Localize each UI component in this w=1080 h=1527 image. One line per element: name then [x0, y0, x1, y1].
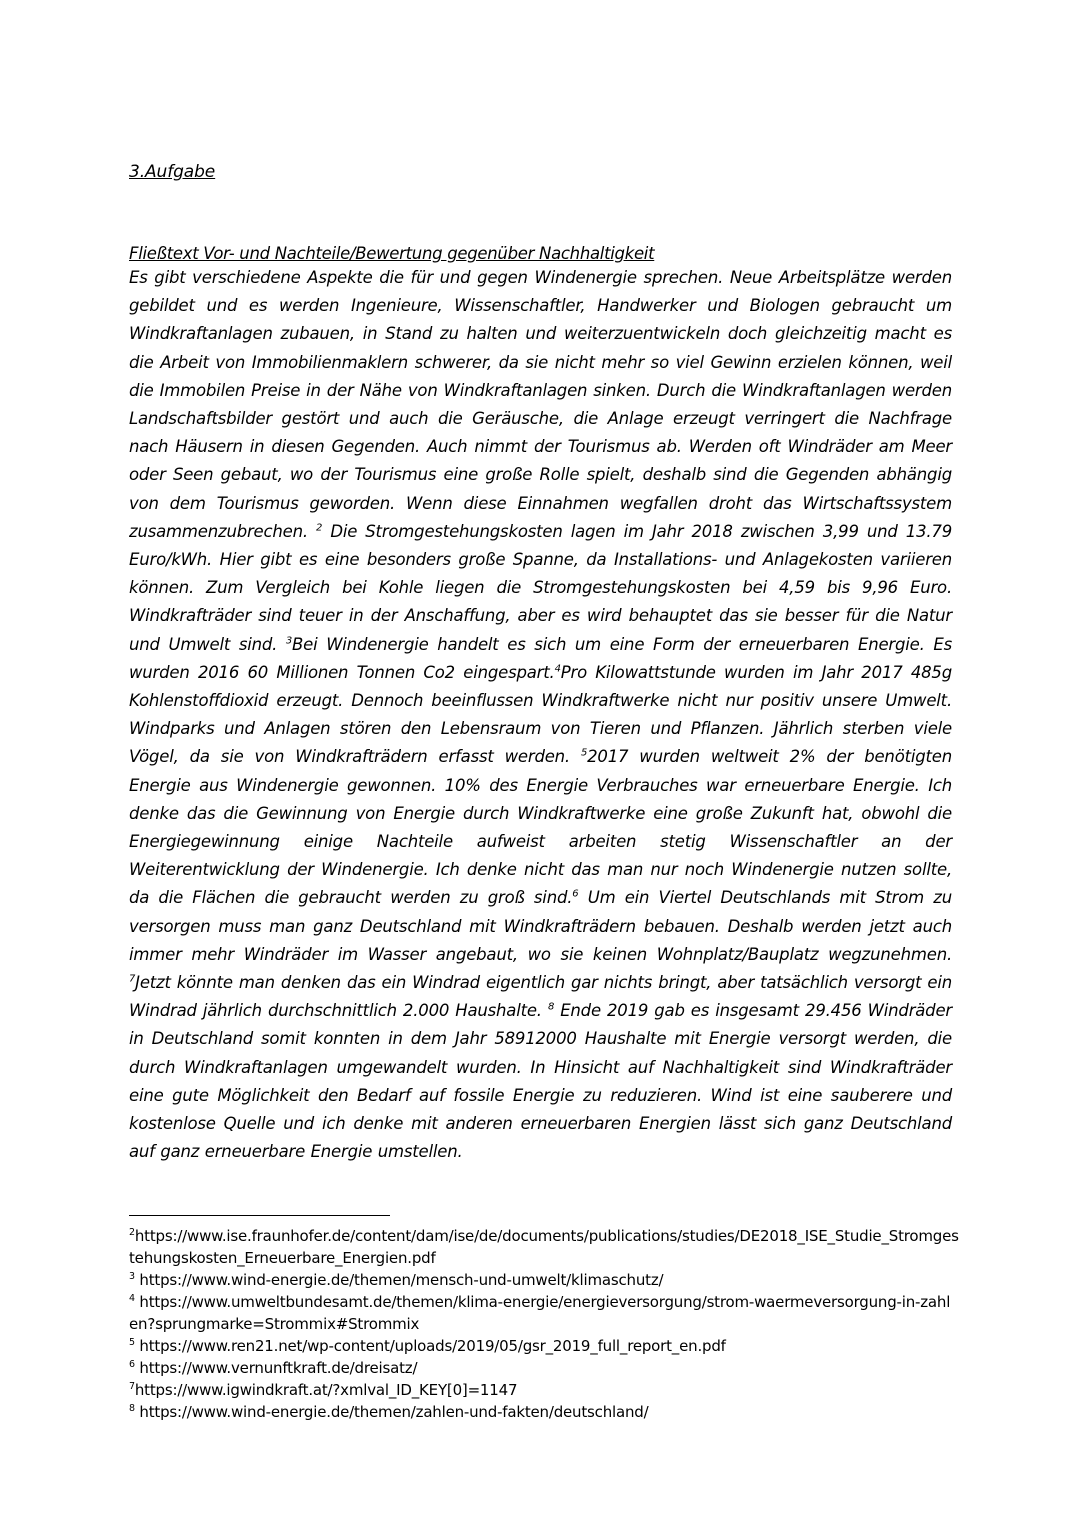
footnote-item	[129, 1357, 959, 1379]
footnote-link[interactable]: https://www.igwindkraft.at/?xmlval_ID_KEY[0]=1147	[134, 1381, 518, 1399]
footnote-item	[129, 1379, 959, 1401]
footnote-number: 8	[129, 1403, 135, 1414]
footnote-item	[129, 1291, 959, 1335]
footnote-ref: 5	[580, 747, 588, 759]
footnote-ref: 3	[285, 635, 293, 647]
footnote-link[interactable]: https://www.ren21.net/wp-content/uploads/2019/05/gsr_2019_full_report_en.pdf	[134, 1337, 726, 1355]
footnote-item	[129, 1225, 959, 1269]
footnote-ref: 7	[129, 973, 136, 985]
body-text-part: Es gibt verschiedene Aspekte die für und gegen Windenergie sprechen. Neue Arbeitsplätze werden gebildet und es werden Ingenieure, Wissenschaftler, Handwerker und Biologen gebraucht um Windkraftanlagen zubauen, in Stand zu halten und weiterzuentwickeln doch gleichzeitig macht es die Arbeit von Immobilienmaklern schwerer, da sie nicht mehr so viel Gewinn erzielen können, weil die Immobilen Preise in der Nähe von Windkraftanlagen sinken. Durch die Windkraftanlagen werden Landschaftsbilder gestört und auch die Geräusche, die Anlage erzeugt verringert die Nachfrage nach Häusern in diesen Gegenden. Auch nimmt der Tourismus ab. Werden oft Windräder am Meer oder Seen gebaut, wo der Tourismus eine große Rolle spielt, deshalb sind die Gegenden abhängig von dem Tourismus geworden. Wenn diese Einnahmen wegfallen droht das Wirtschaftssystem zusammenzubrechen.	[129, 268, 952, 541]
footnote-link[interactable]: https://www.wind-energie.de/themen/zahlen-und-fakten/deutschland/	[134, 1403, 649, 1421]
body-text-part: 2017 wurden weltweit 2% der benötigten Energie aus Windenergie gewonnen. 10% des Energie Verbrauches war erneuerbare Energie. Ich denke das die Gewinnung von Energie durch Windkraftwerke eine große Zukunft hat, obwohl die Energiegewinnung einige Nachteile aufweist arbeiten stetig Wissenschaftler an der Weiterentwicklung der Windenergie. Ich denke nicht das man nur noch Windenergie nutzen sollte, da die Flächen die gebraucht werden zu groß sind.	[129, 747, 952, 908]
footnote-number: 5	[129, 1337, 135, 1348]
body-paragraph	[129, 264, 952, 1167]
footnote-ref: 4	[554, 663, 561, 675]
body-text-part: Ende 2019 gab es insgesamt 29.456 Windräder in Deutschland somit konnten in dem Jahr 58912000 Haushalte mit Energie versorgt werden, die durch Windkraftanlagen umgewandelt wurden. In Hinsicht auf Nachhaltigkeit sind Windkrafträder eine gute Möglichkeit den Bedarf auf fossile Energie zu reduzieren. Wind ist eine sauberere und kostenlose Quelle und ich denke mit anderen erneuerbaren Energien lässt sich ganz Deutschland auf ganz erneuerbare Energie umstellen.	[129, 1001, 952, 1162]
footnote-number: 4	[129, 1293, 135, 1304]
footnote-number: 3	[129, 1271, 135, 1282]
footnote-divider	[129, 1215, 390, 1216]
footnote-ref: 6	[572, 888, 579, 900]
footnote-link[interactable]: https://www.umweltbundesamt.de/themen/klima-energie/energieversorgung/strom-waermeversorgung-in-zahlen?sprungmarke=Strommix#Strommix	[129, 1293, 951, 1333]
footnote-number: 6	[129, 1359, 135, 1370]
footnote-number: 7	[129, 1381, 135, 1392]
footnote-link[interactable]: https://www.vernunftkraft.de/dreisatz/	[134, 1359, 418, 1377]
body-text-part: Pro Kilowattstunde wurden im Jahr 2017 485g Kohlenstoffdioxid erzeugt. Dennoch beeinflussen Windkraftwerke nicht nur positiv unsere Umwelt. Windparks und Anlagen stören den Lebensraum von Tieren und Pflanzen. Jährlich sterben viele Vögel, da sie von Windkrafträdern erfasst werden.	[129, 662, 952, 767]
footnote-item	[129, 1401, 959, 1423]
footnote-item	[129, 1269, 959, 1291]
body-text-part: Bei Windenergie handelt es sich um eine Form der erneuerbaren Energie. Es wurden 2016 60 Millionen Tonnen Co2 eingespart.	[129, 634, 952, 682]
footnote-item	[129, 1335, 959, 1357]
body-text-part: Jetzt könnte man denken das ein Windrad eigentlich gar nichts bringt, aber tatsächlich versorgt ein Windrad jährlich durchschnittlich 2.000 Haushalte.	[129, 973, 952, 1021]
footnote-ref: 8	[547, 1001, 555, 1013]
body-text-part: Um ein Viertel Deutschlands mit Strom zu versorgen muss man ganz Deutschland mit Windkrafträdern bebauen. Deshalb werden jetzt auch immer mehr Windräder im Wasser angebaut, wo sie keinen Wohnplatz/Bauplatz wegzunehmen.	[129, 888, 952, 964]
footnote-ref: 2	[316, 522, 323, 534]
footnotes	[129, 1225, 959, 1423]
task-heading: 3.Aufgabe	[129, 162, 216, 182]
section-title: Fließtext Vor- und Nachteile/Bewertung gegenüber Nachhaltigkeit	[129, 244, 655, 263]
footnote-link[interactable]: https://www.ise.fraunhofer.de/content/dam/ise/de/documents/publications/studies/DE2018_ISE_Studie_Stromgestehungskosten_Erneuerbare_Energien.pdf	[129, 1227, 959, 1267]
footnote-number: 2	[129, 1227, 135, 1238]
body-text-part: Die Stromgestehungskosten lagen im Jahr 2018 zwischen 3,99 und 13.79 Euro/kWh. Hier gibt es eine besonders große Spanne, da Installations- und Anlagekosten variieren können. Zum Vergleich bei Kohle liegen die Stromgestehungskosten bei 4,59 bis 9,96 Euro. Windkrafträder sind teuer in der Anschaffung, aber es wird behauptet das sie besser für die Natur und Umwelt sind.	[129, 521, 953, 654]
footnote-link[interactable]: https://www.wind-energie.de/themen/mensch-und-umwelt/klimaschutz/	[134, 1271, 664, 1289]
